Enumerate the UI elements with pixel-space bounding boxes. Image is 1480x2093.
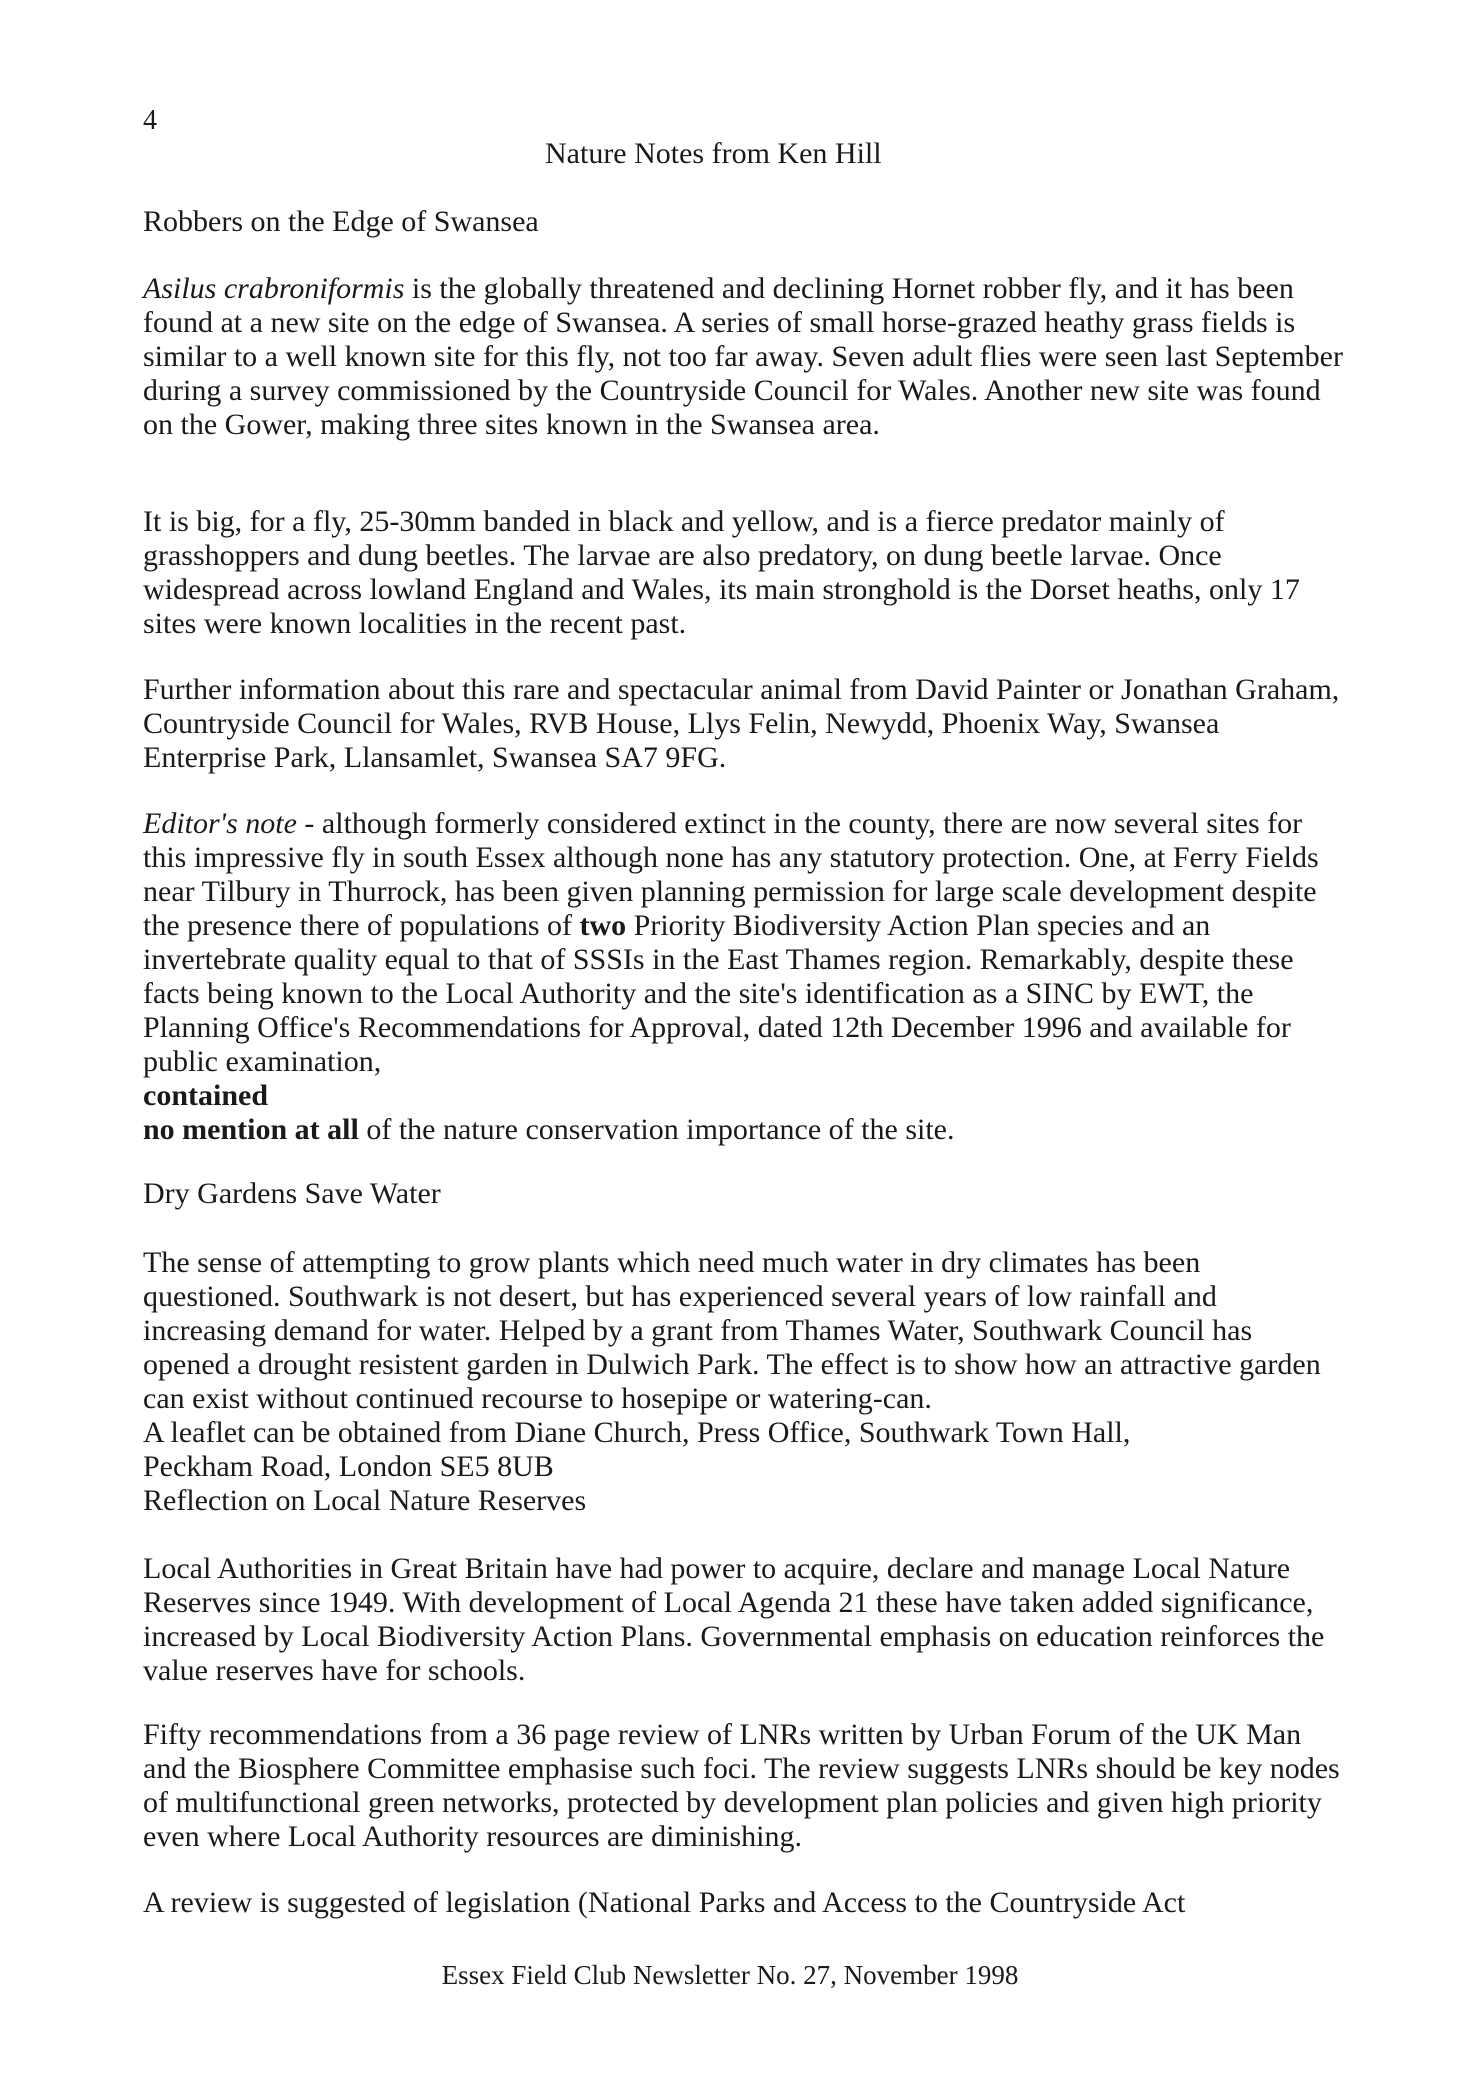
page-footer: Essex Field Club Newsletter No. 27, November 1998 [441, 1960, 1019, 1990]
paragraph-dry-gardens [143, 1246, 1343, 1484]
paragraph-text: A review is suggested of legislation (National Parks and Access to the Countryside Act [143, 1886, 1186, 1919]
paragraph-lnr-2 [143, 1718, 1343, 1854]
paragraph-text: The sense of attempting to grow plants which need much water in dry climates has been questioned. Southwark is not desert, but has experienced several years of low rainfall and increasing demand for water. Helped by a grant from Thames Water, Southwark Council has opened a drought resistent garden in Dulwich Park. The effect is to show how an attractive garden can exist without continued recourse to hosepipe or watering-can. [143, 1246, 1321, 1415]
section-heading-robbers: Robbers on the Edge of Swansea [143, 205, 539, 238]
emphasis-contained: contained [143, 1079, 269, 1112]
editors-note-label: Editor's note [143, 807, 297, 840]
paragraph-description [143, 505, 1343, 641]
paragraph-text: It is big, for a fly, 25-30mm banded in black and yellow, and is a fierce predator mainly of grasshoppers and dung beetles. The larvae are also predatory, on dung beetle larvae. Once widespread across lowland England and Wales, its main stronghold is the Dorset heaths, only 17 sites were known localities in the recent past. [143, 505, 1300, 640]
paragraph-text: Priority Biodiversity Action Plan species and an invertebrate quality equal to that of SSSIs in the East Thames region. Remarkably, despite these facts being known to the Local Authority and the site's identification as a SINC by EWT, the Planning Office's Recommendations for Approval, dated 12th December 1996 and available for public examination, [143, 909, 1294, 1078]
paragraph-asilus [143, 272, 1343, 442]
species-name: Asilus crabroniformis [143, 272, 405, 305]
paragraph-text: is the globally threatened and declining Hornet robber fly, and it has been found at a new site on the edge of Swansea. A series of small horse-grazed heathy grass fields is similar to a well known site for this fly, not too far away. Seven adult flies were seen last September during a survey commissioned by the Countryside Council for Wales. Another new site was found on the Gower, making three sites known in the Swansea area. [143, 272, 1343, 441]
section-heading-lnr: Reflection on Local Nature Reserves [143, 1484, 587, 1517]
section-heading-dry-gardens: Dry Gardens Save Water [143, 1177, 441, 1210]
editors-note [143, 807, 1343, 1147]
paragraph-contact [143, 673, 1343, 775]
emphasis-two: two [579, 909, 627, 942]
page-number: 4 [143, 105, 157, 136]
paragraph-text: Local Authorities in Great Britain have had power to acquire, declare and manage Local Nature Reserves since 1949. With development of Local Agenda 21 these have taken added significance, increased by Local Biodiversity Action Plans. Governmental emphasis on education reinforces the value reserves have for schools. [143, 1552, 1325, 1687]
running-header: Nature Notes from Ken Hill [545, 137, 882, 170]
leaflet-line-1: A leaflet can be obtained from Diane Church, Press Office, Southwark Town Hall, [143, 1416, 1131, 1449]
paragraph-lnr-1 [143, 1552, 1343, 1688]
paragraph-text: Fifty recommendations from a 36 page review of LNRs written by Urban Forum of the UK Man and the Biosphere Committee emphasise such foci. The review suggests LNRs should be key nodes of multifunctional green networks, protected by development plan policies and given high priority even where Local Authority resources are diminishing. [143, 1718, 1340, 1853]
paragraph-text: - although formerly considered extinct in the county, there are now several sites for this impressive fly in south Essex although none has any statutory protection. One, at Ferry Fields near Tilbury in Thurrock, has been given planning permission for large scale development despite the presence there of populations of [143, 807, 1319, 942]
emphasis-no-mention: no mention at all [143, 1113, 359, 1146]
paragraph-text: of the nature conservation importance of the site. [358, 1113, 955, 1146]
paragraph-lnr-3 [143, 1886, 1343, 1920]
leaflet-line-2: Peckham Road, London SE5 8UB [143, 1450, 554, 1483]
paragraph-text: Further information about this rare and spectacular animal from David Painter or Jonathan Graham, Countryside Council for Wales, RVB House, Llys Felin, Newydd, Phoenix Way, Swansea Enterprise Park, Llansamlet, Swansea SA7 9FG. [143, 673, 1340, 774]
